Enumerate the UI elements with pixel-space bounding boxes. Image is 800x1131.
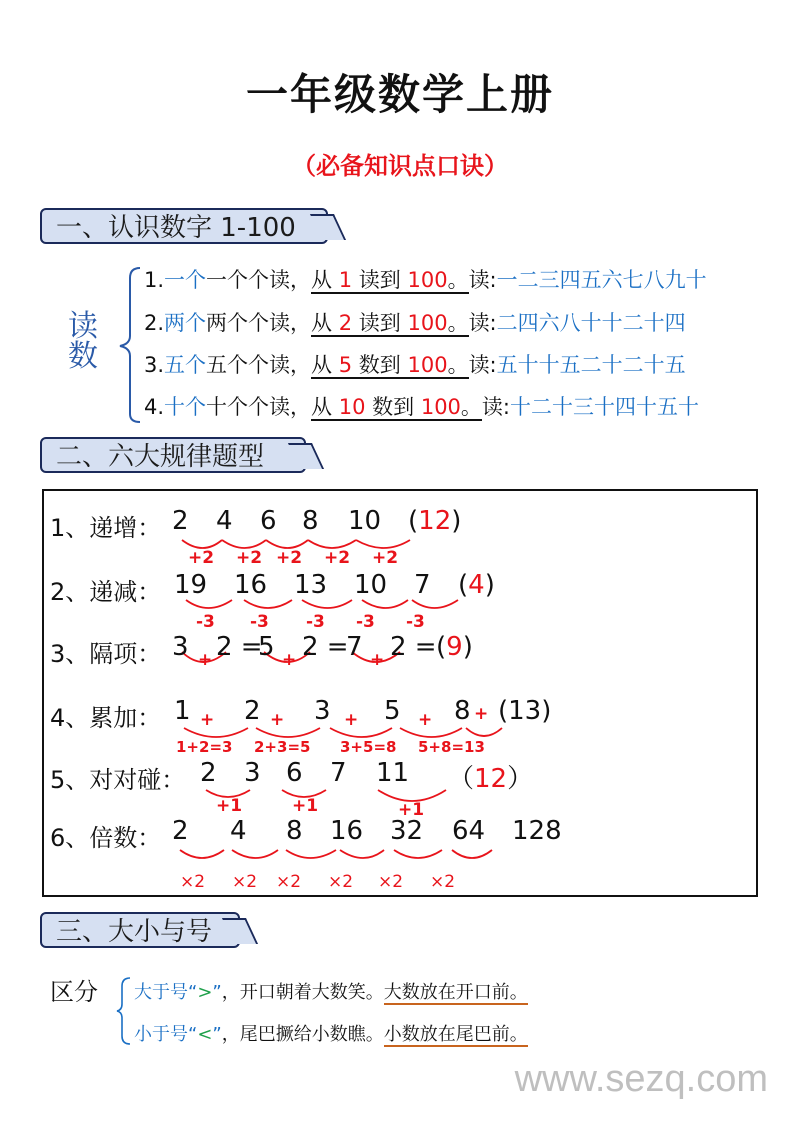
pattern-6-op: ×2	[328, 872, 354, 892]
pattern-3-num: 5	[258, 632, 275, 662]
pattern-4-num: 2	[244, 696, 261, 726]
pattern-2-num: 13	[294, 570, 328, 600]
pattern-4-num: 1	[174, 696, 191, 726]
watermark: www.sezq.com	[514, 1058, 768, 1100]
page-title: 一年级数学上册	[245, 70, 554, 119]
reading-line-2: 2.两个两个个读，从 2 读到 100。读:二四六八十十二十四	[144, 311, 686, 335]
reading-line-1: 1.一个一个个读，从 1 读到 100。读:一二三四五六七八九十	[144, 268, 707, 292]
pattern-1-num: 10	[348, 506, 382, 536]
pattern-6-op: ×2	[276, 872, 302, 892]
pattern-4-num: 8	[454, 696, 471, 726]
section-heading-3: 三、大小与号	[40, 912, 240, 948]
pattern-row-6: 6、倍数：	[50, 824, 162, 852]
pattern-4-op: +	[270, 710, 285, 730]
pattern-1-op: +2	[324, 548, 351, 568]
pattern-5-num: 3	[244, 758, 261, 788]
pattern-4-op: +	[200, 710, 215, 730]
pattern-1-num: 2	[172, 506, 189, 536]
reading-line-3: 3.五个五个个读，从 5 数到 100。读:五十十五二十二十五	[144, 353, 686, 377]
pattern-row-3: 3、隔项：	[50, 640, 162, 668]
pattern-1-answer: (12)	[408, 506, 462, 536]
pattern-6-op: ×2	[378, 872, 404, 892]
pattern-5-op: +1	[398, 800, 425, 820]
pattern-4-op: +	[418, 710, 433, 730]
pattern-5-num: 7	[330, 758, 347, 788]
pattern-row-1: 1、递增：	[50, 514, 162, 542]
pattern-6-num: 32	[390, 816, 424, 846]
section-heading-2: 二、六大规律题型	[40, 437, 306, 473]
pattern-6-num: 16	[330, 816, 364, 846]
pattern-5-op: +1	[292, 796, 319, 816]
pattern-2-op: -3	[356, 612, 375, 632]
pattern-2-num: 7	[414, 570, 431, 600]
section-heading-1: 一、认识数字 1-100	[40, 208, 328, 244]
pattern-3-num: 3	[172, 632, 189, 662]
compare-line-greater: 大于号“>”，开口朝着大数笑。大数放在开口前。	[134, 982, 528, 1003]
pattern-3-num: 2 =	[302, 632, 349, 662]
pattern-1-op: +2	[236, 548, 263, 568]
pattern-2-answer: (4)	[458, 570, 495, 600]
pattern-2-op: -3	[406, 612, 425, 632]
pattern-2-num: 16	[234, 570, 268, 600]
pattern-4-sum: 3+5=8	[340, 738, 397, 756]
pattern-2-num: 19	[174, 570, 208, 600]
pattern-6-op: ×2	[232, 872, 258, 892]
pattern-1-num: 6	[260, 506, 277, 536]
pattern-5-num: 11	[376, 758, 410, 788]
pattern-2-op: -3	[306, 612, 325, 632]
pattern-1-num: 4	[216, 506, 233, 536]
pattern-2-num: 10	[354, 570, 388, 600]
pattern-5-num: 6	[286, 758, 303, 788]
compare-label: 区分	[50, 978, 98, 1006]
pattern-1-op: +2	[188, 548, 215, 568]
pattern-1-op: +2	[372, 548, 399, 568]
pattern-2-op: -3	[250, 612, 269, 632]
pattern-3-op: +	[282, 650, 297, 670]
page-subtitle: （必备知识点口诀）	[292, 152, 508, 180]
pattern-row-5: 5、对对碰：	[50, 766, 186, 794]
pattern-5-answer: （12）	[448, 764, 534, 794]
pattern-4-answer: (13)	[498, 696, 552, 726]
pattern-3-answer: (9)	[436, 632, 473, 662]
compare-brace	[116, 976, 136, 1046]
pattern-4-op: +	[344, 710, 359, 730]
pattern-6-num: 128	[512, 816, 562, 846]
pattern-row-4: 4、累加：	[50, 704, 162, 732]
pattern-5-num: 2	[200, 758, 217, 788]
pattern-1-op: +2	[276, 548, 303, 568]
pattern-6-num: 4	[230, 816, 247, 846]
pattern-4-sum: 2+3=5	[254, 738, 311, 756]
reading-side-label: 读 数	[68, 309, 98, 374]
pattern-1-num: 8	[302, 506, 319, 536]
reading-line-4: 4.十个十个个读，从 10 数到 100。读:十二十三十四十五十	[144, 395, 699, 419]
pattern-5-op: +1	[216, 796, 243, 816]
pattern-2-op: -3	[196, 612, 215, 632]
pattern-3-num: 2 =	[216, 632, 263, 662]
pattern-4-num: 5	[384, 696, 401, 726]
pattern-4-op: +	[474, 704, 489, 724]
pattern-4-num: 3	[314, 696, 331, 726]
pattern-6-op: ×2	[180, 872, 206, 892]
pattern-6-num: 64	[452, 816, 486, 846]
pattern-3-num: 2 =	[390, 632, 437, 662]
pattern-6-num: 8	[286, 816, 303, 846]
pattern-row-2: 2、递减：	[50, 578, 162, 606]
pattern-6-op: ×2	[430, 872, 456, 892]
pattern-6-num: 2	[172, 816, 189, 846]
pattern-3-op: +	[198, 650, 213, 670]
pattern-3-num: 7	[346, 632, 363, 662]
pattern-4-sum: 5+8=13	[418, 738, 485, 756]
pattern-4-sum: 1+2=3	[176, 738, 233, 756]
pattern-3-op: +	[370, 650, 385, 670]
compare-line-less: 小于号“<”，尾巴撅给小数瞧。小数放在尾巴前。	[134, 1024, 528, 1045]
